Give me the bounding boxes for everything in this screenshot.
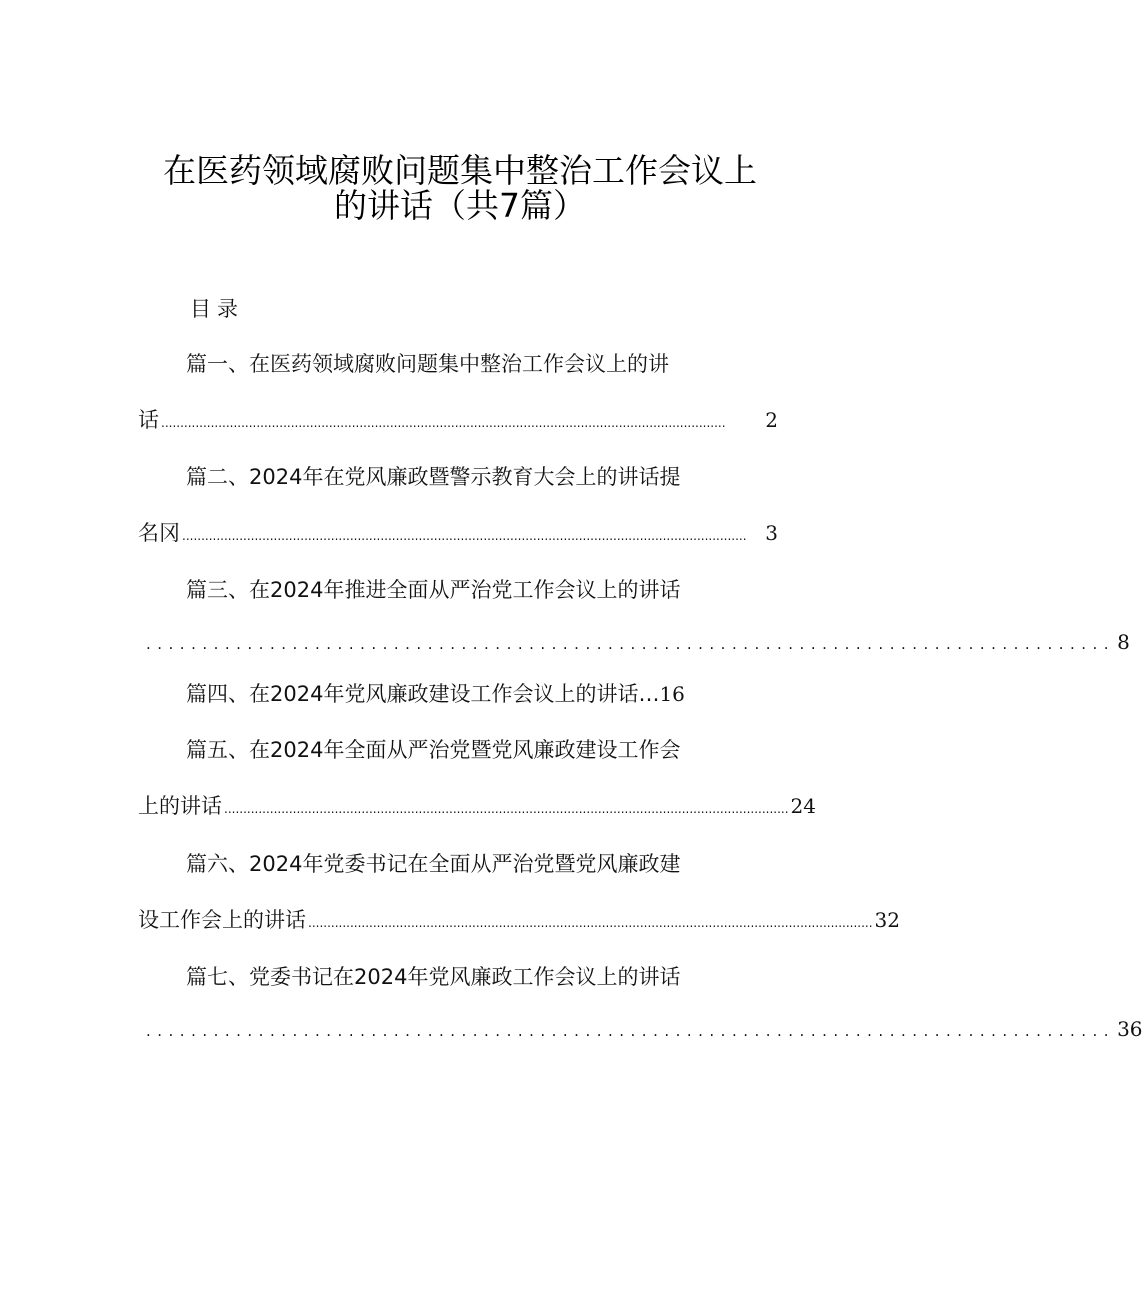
toc-leader-dots: .................................................................................................................................................... (224, 802, 789, 816)
toc-entry-1-title[interactable]: 篇一、在医药领域腐败问题集中整治工作会议上的讲 (186, 352, 669, 376)
toc-entry-5-title-tail: 上的讲话 (138, 794, 222, 818)
toc-entry-3-title[interactable]: 篇三、在2024年推进全面从严治党工作会议上的讲话 (186, 578, 681, 602)
toc-entry-2-title[interactable]: 篇二、2024年在党风廉政暨警示教育大会上的讲话提 (186, 465, 681, 489)
toc-leader-dots: ...................................................................................... (146, 1022, 1116, 1040)
toc-entry-2-continuation[interactable] (138, 518, 778, 551)
toc-entry-2-page: 3 (765, 521, 778, 545)
toc-entry-2-title-tail: 名冈 (138, 521, 180, 545)
toc-entry-3-continuation[interactable] (138, 627, 1130, 659)
toc-entry-3-page: 8 (1117, 630, 1130, 654)
toc-entry-6-title[interactable]: 篇六、2024年党委书记在全面从严治党暨党风廉政建 (186, 852, 681, 876)
document-title-line-2: 的讲话（共7篇） (334, 186, 586, 225)
toc-entry-1-continuation[interactable] (138, 405, 778, 438)
toc-entry-4-title: 篇四、在2024年党风廉政建设工作会议上的讲话… (186, 682, 660, 706)
toc-entry-7-title[interactable]: 篇七、党委书记在2024年党风廉政工作会议上的讲话 (186, 965, 681, 989)
toc-entry-4-page: 16 (659, 682, 685, 706)
toc-entry-5-page: 24 (790, 794, 816, 818)
toc-leader-dots: ...................................................................................... (146, 635, 1116, 653)
toc-entry-4[interactable] (186, 679, 746, 709)
toc-leader-dots: .................................................................................................................................................... (182, 529, 747, 543)
toc-heading: 目录 (190, 297, 244, 321)
toc-entry-6-title-tail: 设工作会上的讲话 (138, 908, 306, 932)
toc-entry-6-page: 32 (874, 908, 900, 932)
document-title-line-1: 在医药领域腐败问题集中整治工作会议上 (163, 151, 757, 190)
toc-entry-6-continuation[interactable] (138, 905, 900, 938)
toc-leader-dots: .................................................................................................................................................... (308, 916, 873, 930)
toc-leader-dots: .................................................................................................................................................... (161, 416, 726, 430)
toc-entry-1-title-tail: 话 (138, 408, 159, 432)
toc-entry-5-title[interactable]: 篇五、在2024年全面从严治党暨党风廉政建设工作会 (186, 738, 681, 762)
toc-entry-7-page: 36 (1117, 1017, 1143, 1041)
toc-entry-5-continuation[interactable] (138, 791, 816, 824)
toc-entry-1-page: 2 (765, 408, 778, 432)
toc-entry-7-continuation[interactable] (138, 1014, 1143, 1046)
